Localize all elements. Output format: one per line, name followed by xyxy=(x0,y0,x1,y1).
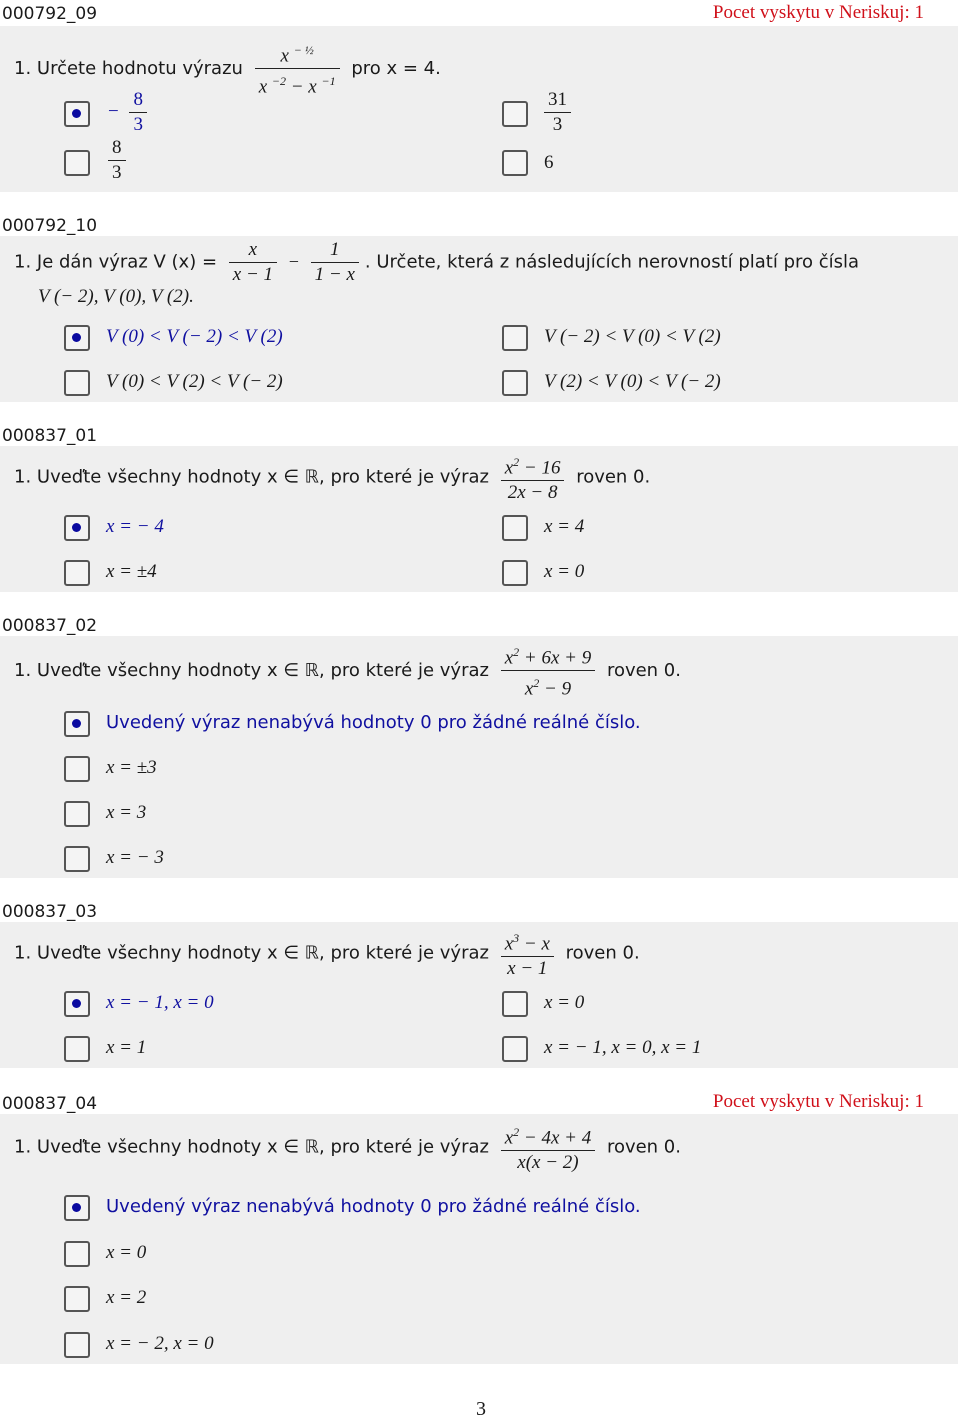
option: x = ±4 xyxy=(106,561,157,582)
option: x = 2 xyxy=(106,1287,147,1308)
option: x = 0 xyxy=(544,992,585,1013)
expression-fraction: $\frac{1}{1 - x}$ xyxy=(311,238,359,287)
checkbox[interactable] xyxy=(64,560,90,586)
option: x = 3 xyxy=(106,802,147,823)
question-prefix: 1. Uveďte všechny hodnoty x ∈ ℝ, pro které je výraz xyxy=(14,466,489,488)
problem-box xyxy=(0,636,958,878)
question-suffix: roven 0. xyxy=(606,659,681,681)
option: x = 0 xyxy=(544,561,585,582)
problem-box xyxy=(0,922,958,1068)
expression-fraction: $\frac{x^2 - 16}{2x - 8}$ xyxy=(501,450,565,505)
option: 6 xyxy=(544,152,554,173)
checkbox[interactable] xyxy=(502,101,528,127)
checkbox[interactable] xyxy=(502,150,528,176)
question-suffix: pro x = 4. xyxy=(351,57,441,79)
question-suffix: roven 0. xyxy=(606,1136,681,1158)
checkbox[interactable] xyxy=(502,325,528,351)
expression-fraction: $\frac{x^2 + 6x + 9}{x^2 - 9}$ xyxy=(501,640,596,702)
checkbox[interactable] xyxy=(64,756,90,782)
option: x = − 1, x = 0 xyxy=(106,992,214,1013)
option: x = − 4 xyxy=(106,516,164,537)
neriskuj-count: Pocet vyskytu v Neriskuj: 1 xyxy=(712,1091,924,1112)
option: x = ±3 xyxy=(106,757,157,778)
question-suffix: roven 0. xyxy=(576,466,651,488)
problem-id: 000792_09 xyxy=(2,4,98,24)
checkbox[interactable] xyxy=(502,370,528,396)
question-suffix: . Určete, která z následujících nerovností platí pro čísla xyxy=(364,251,860,273)
question-suffix: roven 0. xyxy=(565,942,640,964)
problem-id: 000837_02 xyxy=(2,616,98,636)
question xyxy=(14,38,441,100)
option: − $\frac{8}{3}$ xyxy=(108,88,153,137)
question: 1. Je dán výraz V (x) = $\frac{x}{x - 1}$ − $\frac{1}{1 - x}$ . Určete, která z následujících nerovností platí pro čísla xyxy=(14,239,860,285)
option: x = 0 xyxy=(106,1242,147,1263)
option: x = − 2, x = 0 xyxy=(106,1333,214,1354)
checkbox[interactable] xyxy=(502,991,528,1017)
option: V (− 2) < V (0) < V (2) xyxy=(544,326,721,347)
checkbox[interactable] xyxy=(64,515,90,541)
problem-box xyxy=(0,236,958,402)
checkbox[interactable] xyxy=(64,801,90,827)
expression-fraction: $\frac{x}{x - 1}$ xyxy=(229,238,277,287)
option: V (0) < V (− 2) < V (2) xyxy=(106,326,283,347)
checkbox[interactable] xyxy=(64,1286,90,1312)
checkbox[interactable] xyxy=(64,101,90,127)
expression-fraction: $\frac{x ^{- \frac{1}{2}}}{x ^{-2} - x ^{-1}}$ xyxy=(255,38,340,100)
option: x = − 1, x = 0, x = 1 xyxy=(544,1037,702,1058)
option: x = − 3 xyxy=(106,847,164,868)
question-prefix: 1. Uveďte všechny hodnoty x ∈ ℝ, pro které je výraz xyxy=(14,942,489,964)
checkbox[interactable] xyxy=(64,846,90,872)
checkbox[interactable] xyxy=(64,1241,90,1267)
question xyxy=(14,640,681,702)
problem-id: 000837_03 xyxy=(2,902,98,922)
question xyxy=(14,1120,681,1175)
question-line2: V (− 2), V (0), V (2). xyxy=(38,286,194,307)
checkbox[interactable] xyxy=(64,370,90,396)
checkbox[interactable] xyxy=(64,991,90,1017)
question-prefix: 1. Uveďte všechny hodnoty x ∈ ℝ, pro které je výraz xyxy=(14,659,489,681)
problem-id: 000837_04 xyxy=(2,1094,98,1114)
question-prefix: 1. Je dán výraz V (x) = xyxy=(14,251,218,273)
problem-id: 000837_01 xyxy=(2,426,98,446)
option: V (0) < V (2) < V (− 2) xyxy=(106,371,283,392)
checkbox[interactable] xyxy=(64,1036,90,1062)
checkbox[interactable] xyxy=(502,515,528,541)
problem-box xyxy=(0,26,958,192)
checkbox[interactable] xyxy=(502,560,528,586)
option: V (2) < V (0) < V (− 2) xyxy=(544,371,721,392)
option: $\frac{31}{3}$ xyxy=(538,88,577,137)
problem-id: 000792_10 xyxy=(2,216,98,236)
option: $\frac{8}{3}$ xyxy=(102,136,132,185)
checkbox[interactable] xyxy=(64,325,90,351)
question xyxy=(14,450,650,505)
problem-box xyxy=(0,446,958,592)
question xyxy=(14,926,640,981)
expression-fraction: $\frac{x^2 - 4x + 4}{x(x - 2)}$ xyxy=(501,1120,596,1175)
checkbox[interactable] xyxy=(502,1036,528,1062)
option: Uvedený výraz nenabývá hodnoty 0 pro žádné reálné číslo. xyxy=(106,712,641,733)
expression-fraction: $\frac{x^3 - x}{x - 1}$ xyxy=(501,926,554,981)
option: x = 1 xyxy=(106,1037,147,1058)
neriskuj-count: Pocet vyskytu v Neriskuj: 1 xyxy=(712,2,924,23)
option: Uvedený výraz nenabývá hodnoty 0 pro žádné reálné číslo. xyxy=(106,1196,641,1217)
page-number: 3 xyxy=(476,1398,486,1420)
checkbox[interactable] xyxy=(64,1332,90,1358)
checkbox[interactable] xyxy=(64,711,90,737)
option: x = 4 xyxy=(544,516,585,537)
checkbox[interactable] xyxy=(64,150,90,176)
question-prefix: 1. Uveďte všechny hodnoty x ∈ ℝ, pro které je výraz xyxy=(14,1136,489,1158)
question-prefix: 1. Určete hodnotu výrazu xyxy=(14,57,243,79)
checkbox[interactable] xyxy=(64,1195,90,1221)
problem-box xyxy=(0,1114,958,1364)
